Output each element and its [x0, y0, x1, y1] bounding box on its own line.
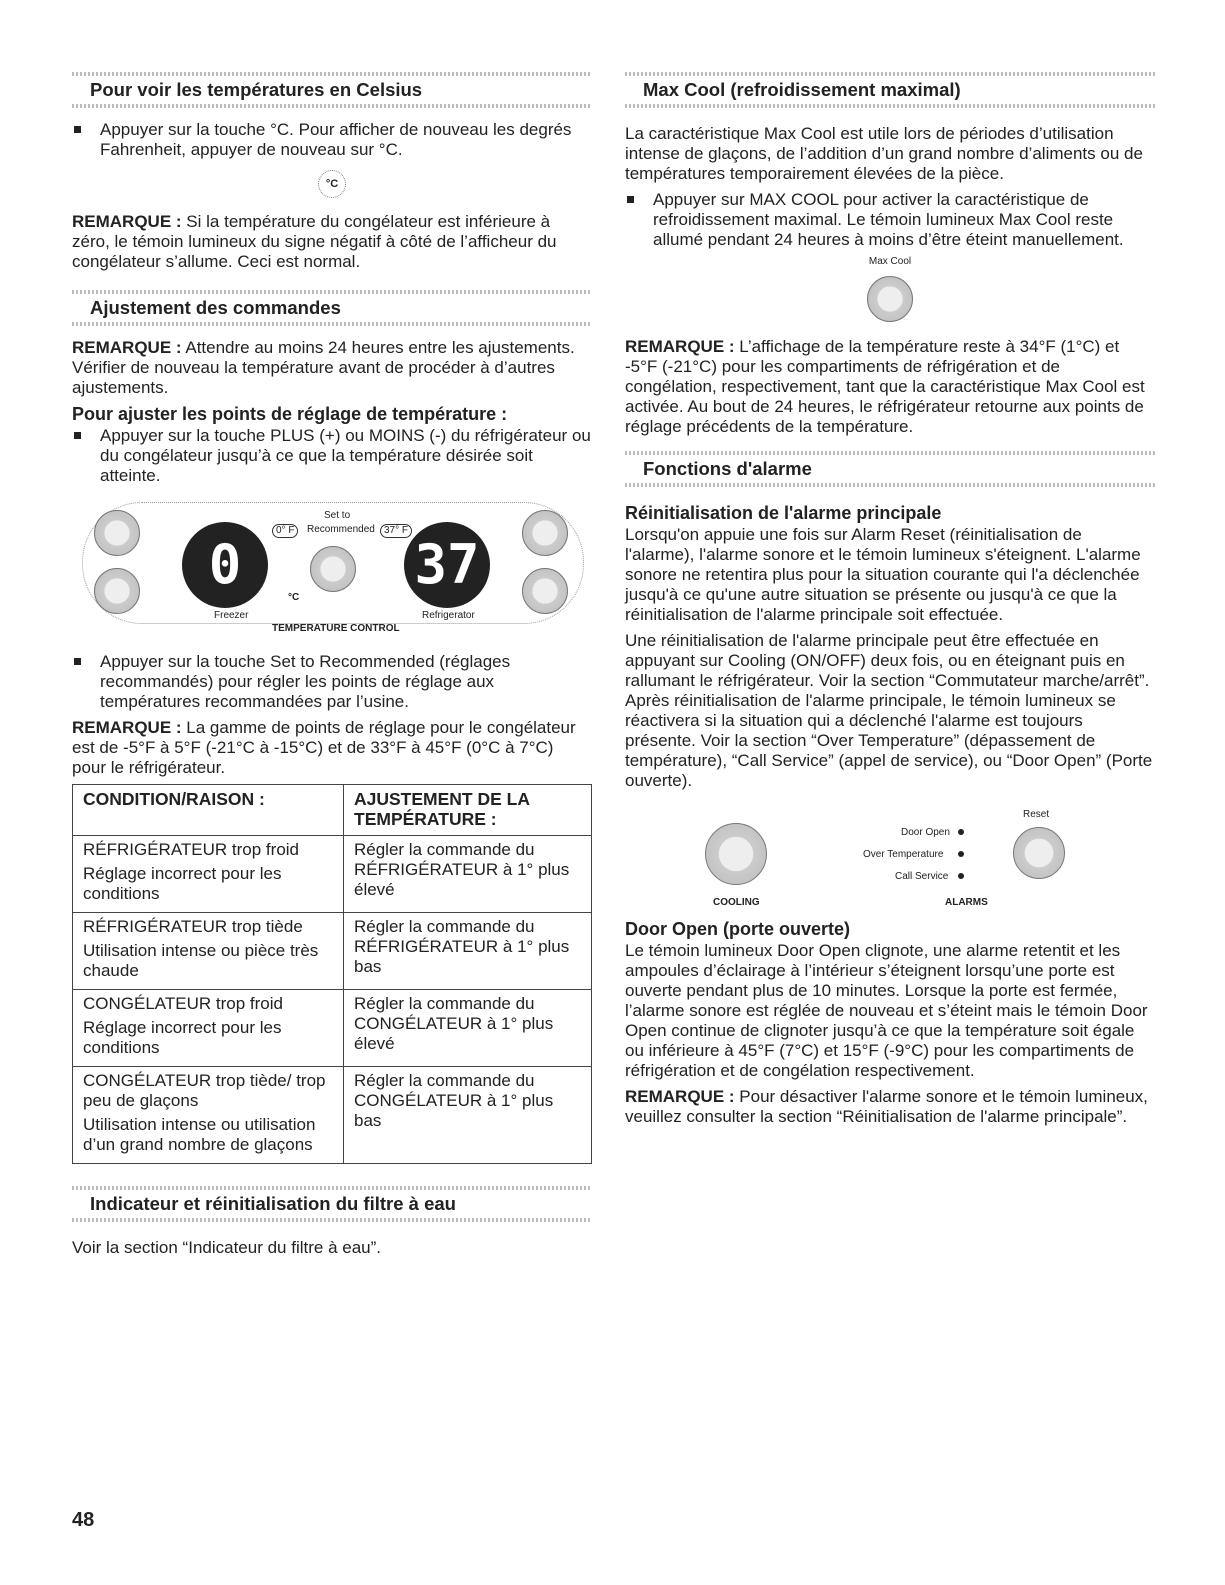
- subtitle-door-open: Door Open (porte ouverte): [625, 919, 851, 939]
- freezer-display: 0: [182, 522, 268, 608]
- celsius-button-icon: °C: [318, 170, 346, 198]
- bullet-max-cool: Appuyer sur MAX COOL pour activer la caractéristique de refroidissement maximal. Le témoin lumineux Max Cool reste allumé pendant 24 heures à moins d’être éteint manuellement.: [625, 190, 1155, 250]
- table-row: RÉFRIGÉRATEUR trop tiède Utilisation intense ou pièce très chaude Régler la commande du RÉFRIGÉRATEUR à 1° plus bas: [73, 913, 592, 990]
- bullet-set-recommended: Appuyer sur la touche Set to Recommended (réglages recommandés) pour régler les points de réglage aux températures recommandées par l’usine.: [72, 652, 592, 712]
- door-open-text: Le témoin lumineux Door Open clignote, une alarme retentit et les ampoules d’éclairage à l’intérieur s’éteignent lorsqu’une porte est ouverte pendant plus de 10 minutes. Lorsque la porte est fermée, l’alarme sonore est réglée de nouveau et s’éteint mais le témoin Door Open continue de clignoter jusqu’à ce que la température soit égale ou inférieure à 45°F (7°C) et 15°F (-9°C) pour les compartiments de réfrigération et de congélation respectivement.: [625, 941, 1148, 1080]
- alarm-reset-text-1: Lorsqu'on appuie une fois sur Alarm Reset (réinitialisation de l'alarme), l'alarme sonore et le témoin lumineux s'éteignent. L'alarme sonore ne retentira plus pour la situation courante qui l'a déclenchée jusqu'à ce qu'une autre situation se présente ou jusqu'à ce que la réinitialisation de l'alarme principale soit effectuée.: [625, 525, 1141, 624]
- filter-text: Voir la section “Indicateur du filtre à eau”.: [72, 1238, 381, 1257]
- page-number: 48: [72, 1509, 95, 1531]
- table-row: RÉFRIGÉRATEUR trop froid Réglage incorrect pour les conditions Régler la commande du RÉFRIGÉRATEUR à 1° plus élevé: [73, 836, 592, 913]
- table-row: CONGÉLATEUR trop tiède/ trop peu de glaçons Utilisation intense ou utilisation d’un grand nombre de glaçons Régler la commande du CONGÉLATEUR à 1° plus bas: [73, 1067, 592, 1164]
- panel-celsius-button[interactable]: °C: [288, 592, 300, 603]
- subtitle-setpoints: Pour ajuster les points de réglage de température :: [72, 404, 508, 424]
- max-cool-label: Max Cool: [868, 256, 912, 267]
- temperature-control-label: TEMPERATURE CONTROL: [272, 623, 400, 634]
- max-cool-button[interactable]: [867, 276, 913, 322]
- cooling-label: COOLING: [713, 897, 760, 908]
- refrigerator-minus-button[interactable]: [522, 568, 568, 614]
- over-temperature-label: Over Temperature: [863, 849, 944, 860]
- max-cool-text: La caractéristique Max Cool est utile lors de périodes d’utilisation intense de glaçons, de l’addition d’un grand nombre d’aliments ou de températures temporairement élevées de la pièce.: [625, 124, 1143, 183]
- table-header-condition: CONDITION/RAISON :: [73, 785, 344, 836]
- freezer-minus-button[interactable]: [94, 568, 140, 614]
- set-to-label: Set to: [324, 510, 351, 521]
- subtitle-alarm-reset: Réinitialisation de l'alarme principale: [625, 503, 942, 523]
- f0-badge: 0° F: [272, 524, 298, 538]
- left-column: [72, 0, 592, 1264]
- alarms-label: ALARMS: [945, 897, 988, 908]
- note-adjust: REMARQUE : Attendre au moins 24 heures entre les ajustements. Vérifier de nouveau la température avant de procéder à d’autres ajustements.: [72, 338, 575, 397]
- section-title-celsius: Pour voir les températures en Celsius: [90, 79, 423, 100]
- bullet-celsius: Appuyer sur la touche °C. Pour afficher de nouveau les degrés Fahrenheit, appuyer de nouveau sur °C.: [72, 120, 592, 160]
- recommended-label: Recommended: [307, 524, 375, 535]
- section-title-max-cool: Max Cool (refroidissement maximal): [643, 79, 961, 100]
- door-open-label: Door Open: [901, 827, 950, 838]
- over-temperature-led-icon: [958, 851, 964, 857]
- freezer-plus-button[interactable]: [94, 510, 140, 556]
- refrigerator-display: 37: [404, 522, 490, 608]
- section-title-alarm: Fonctions d'alarme: [643, 458, 812, 479]
- alarm-panel: [625, 803, 1155, 913]
- reset-label: Reset: [1023, 809, 1050, 820]
- temperature-control-panel: [82, 502, 582, 632]
- table-header-adjustment: AJUSTEMENT DE LA TEMPÉRATURE :: [344, 785, 592, 836]
- f37-badge: 37° F: [380, 524, 412, 538]
- section-title-adjust: Ajustement des commandes: [90, 297, 341, 318]
- call-service-label: Call Service: [895, 871, 949, 882]
- cooling-button[interactable]: [705, 823, 767, 885]
- right-column: [625, 0, 1155, 1133]
- note-celsius: REMARQUE : Si la température du congélateur est inférieure à zéro, le témoin lumineux du signe négatif à côté de l’afficheur du congélateur s’allume. Ceci est normal.: [72, 212, 557, 271]
- note-max-cool: REMARQUE : L’affichage de la température reste à 34°F (1°C) et -5°F (-21°C) pour les compartiments de réfrigération et de congélation, respectivement, tant que la caractéristique Max Cool est activée. Au bout de 24 heures, le réfrigérateur retourne aux points de réglage précédents de la température.: [625, 337, 1145, 436]
- table-row: CONGÉLATEUR trop froid Réglage incorrect pour les conditions Régler la commande du CONGÉLATEUR à 1° plus élevé: [73, 990, 592, 1067]
- section-title-filter: Indicateur et réinitialisation du filtre à eau: [90, 1193, 456, 1214]
- bullet-plus-minus: Appuyer sur la touche PLUS (+) ou MOINS (-) du réfrigérateur ou du congélateur jusqu’à ce que la température désirée soit atteinte.: [72, 426, 592, 486]
- adjustment-table: [72, 784, 592, 1164]
- refrigerator-label: Refrigerator: [422, 610, 475, 621]
- call-service-led-icon: [958, 873, 964, 879]
- freezer-label: Freezer: [214, 610, 249, 621]
- alarm-reset-text-2: Une réinitialisation de l'alarme principale peut être effectuée en appuyant sur Cooling (ON/OFF) deux fois, ou en éteignant puis en rallumant le réfrigérateur. Voir la section “Commutateur marche/arrêt”. Après réinitialisation de l'alarme principale, le témoin lumineux se réactivera si la situation qui a déclenché l'alarme est toujours présente. Voir la section “Over Temperature” (dépassement de température), “Call Service” (appel de service), ou “Door Open” (Porte ouverte).: [625, 631, 1153, 790]
- alarm-reset-button[interactable]: [1013, 827, 1065, 879]
- set-to-recommended-button[interactable]: [310, 546, 356, 592]
- door-open-led-icon: [958, 829, 964, 835]
- note-range: REMARQUE : La gamme de points de réglage pour le congélateur est de -5°F à 5°F (-21°C à -15°C) et de 33°F à 45°F (0°C à 7°C) pour le réfrigérateur.: [72, 718, 576, 777]
- refrigerator-plus-button[interactable]: [522, 510, 568, 556]
- note-door-open: REMARQUE : Pour désactiver l'alarme sonore et le témoin lumineux, veuillez consulter la section “Réinitialisation de l'alarme principale”.: [625, 1087, 1148, 1126]
